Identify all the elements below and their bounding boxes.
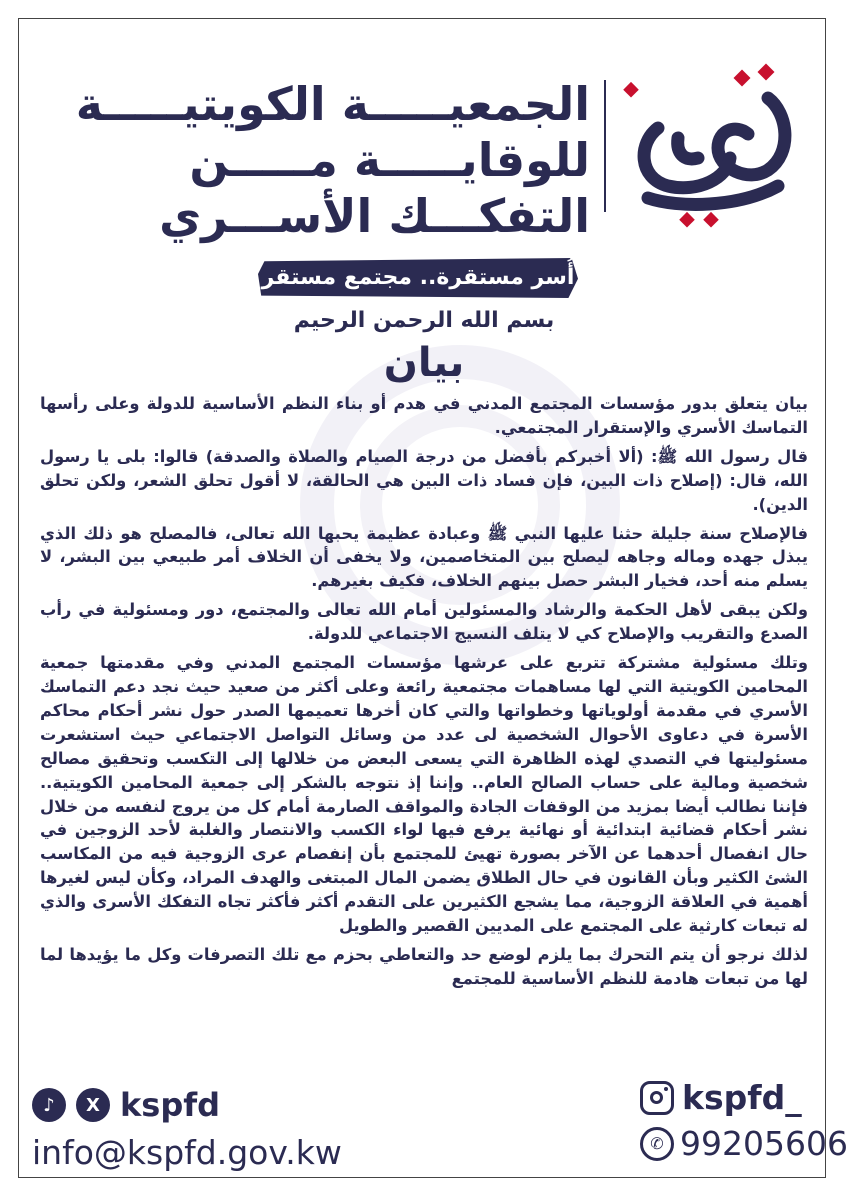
instagram-row [640, 1078, 802, 1117]
whatsapp-icon[interactable]: ✆ [640, 1127, 674, 1161]
kspfd-logo [618, 58, 808, 230]
whatsapp-number[interactable]: 99205606 [680, 1124, 848, 1163]
org-name-line-1: الجمعيـــــة الكويتيـــــة [75, 77, 590, 131]
whatsapp-row [640, 1124, 848, 1163]
statement-paragraph: وتلك مسئولية مشتركة تتربع على عرشها مؤسسات المجتمع المدني وفي مقدمتها جمعية المحامين الكويتية التي لها مساهمات مجتمعية رائعة وعلى أكثر من صعيد حيث نجد دعم التماسك الأسري في مقدمة أولوياتها وخطواتها والتي كان أخرها تعميمها الصدر حول نشر أحكام محاكم الأسرة في دعاوى الأحوال الشخصية لى عدد من وسائل التواصل الاجتماعي حيث استشعرت مسئوليتها في التصدي لهذه الظاهرة التي يسعى البعض من خلالها إلى التكسب وتحقيق مصالح شخصية ومالية على حساب الصالح العام.. وإننا إذ نتوجه بالشكر إلى جمعية المحامين الكويتية.. فإننا نطالب أيضا بمزيد من الوقفات الجادة والمواقف الصارمة أمام كل من يروج لنفسه من خلال نشر أحكام قضائية ابتدائية أو نهائية يرفع فيها لواء الكسب والانتصار والغلبة لأحد الزوجين في حال انفصال أحدهما عن الآخر بصورة تهيئ للمجتمع بأن إنفصام عرى الزوجية فيه من المكاسب الشئ الكثير وبأن القانون في حال الطلاق يضمن المال المبتغى والهدف المراد، وكأن ليس لغيرها أهمية في العلاقة الزوجية، مما يشجع الكثيرين على التقدم أكثر فأكثر تجاه التفكك الأسرى والذي له تبعات كارثية على المجتمع على المديين القصير والطويل [40, 653, 808, 936]
email-contact[interactable]: info@kspfd.gov.kw [32, 1133, 342, 1172]
basmala: بسم الله الرحمن الرحيم [293, 308, 555, 333]
slogan-text: أُسر مستقرة.. مجتمع مستقر [261, 265, 575, 290]
organization-name [30, 76, 590, 244]
org-name-line-2: للوقايـــــة مـــــن [189, 133, 590, 187]
statement-paragraph: ولكن يبقى لأهل الحكمة والرشاد والمسئولين أمام الله تعالى والمجتمع، دور ومسئولية في رأب الصدع والتقريب والإصلاح كي لا يتلف النسيج الاجتماعي للدولة. [40, 600, 808, 644]
statement-title: بيان [383, 340, 465, 386]
tiktok-icon[interactable]: ♪ [32, 1088, 66, 1122]
social-handle-row [32, 1086, 220, 1124]
statement-body [40, 392, 808, 996]
statement-paragraph: لذلك نرجو أن يتم التحرك بما يلزم لوضع حد والتعاطي بحزم مع تلك التصرفات وكل ما يؤيدها لما لها من تبعات هادمة للنظم الأساسية للمجتمع [40, 944, 808, 988]
social-handle[interactable]: kspfd [120, 1086, 221, 1124]
org-name-line-3: التفكـــك الأســـري [159, 189, 590, 243]
statement-paragraph: قال رسول الله ﷺ: (ألا أخبركم بأفضل من درجة الصيام والصلاة والصدقة) قالوا: بلى يا رسول الله، قال: (إصلاح ذات البين، فإن فساد ذات البين هي الحالقة، لا أقول تحلق الشعر، ولكن تحلق الدين). [40, 446, 808, 514]
statement-paragraph: بيان يتعلق بدور مؤسسات المجتمع المدني في هدم أو بناء النظم الأساسية للدولة وعلى رأسها التماسك الأسري والإستقرار المجتمعي. [40, 394, 808, 437]
x-icon[interactable]: X [76, 1088, 110, 1122]
statement-paragraph: فالإصلاح سنة جليلة حثنا عليها النبي ﷺ وعبادة عظيمة يحبها الله تعالى، فالمصلح هو ذلك الذي يبذل جهده وماله وجاهه ليصلح بين المتخاصمين، ولا يخفى أن الخلاف أمر طبيعي بين البشر، لا يسلم منه أحد، فخيار البشر حصل بينهم الخلاف، فكيف بغيرهم. [40, 523, 808, 591]
logo-divider [604, 80, 606, 212]
instagram-handle[interactable]: kspfd_ [682, 1078, 802, 1117]
instagram-icon[interactable] [640, 1081, 674, 1115]
